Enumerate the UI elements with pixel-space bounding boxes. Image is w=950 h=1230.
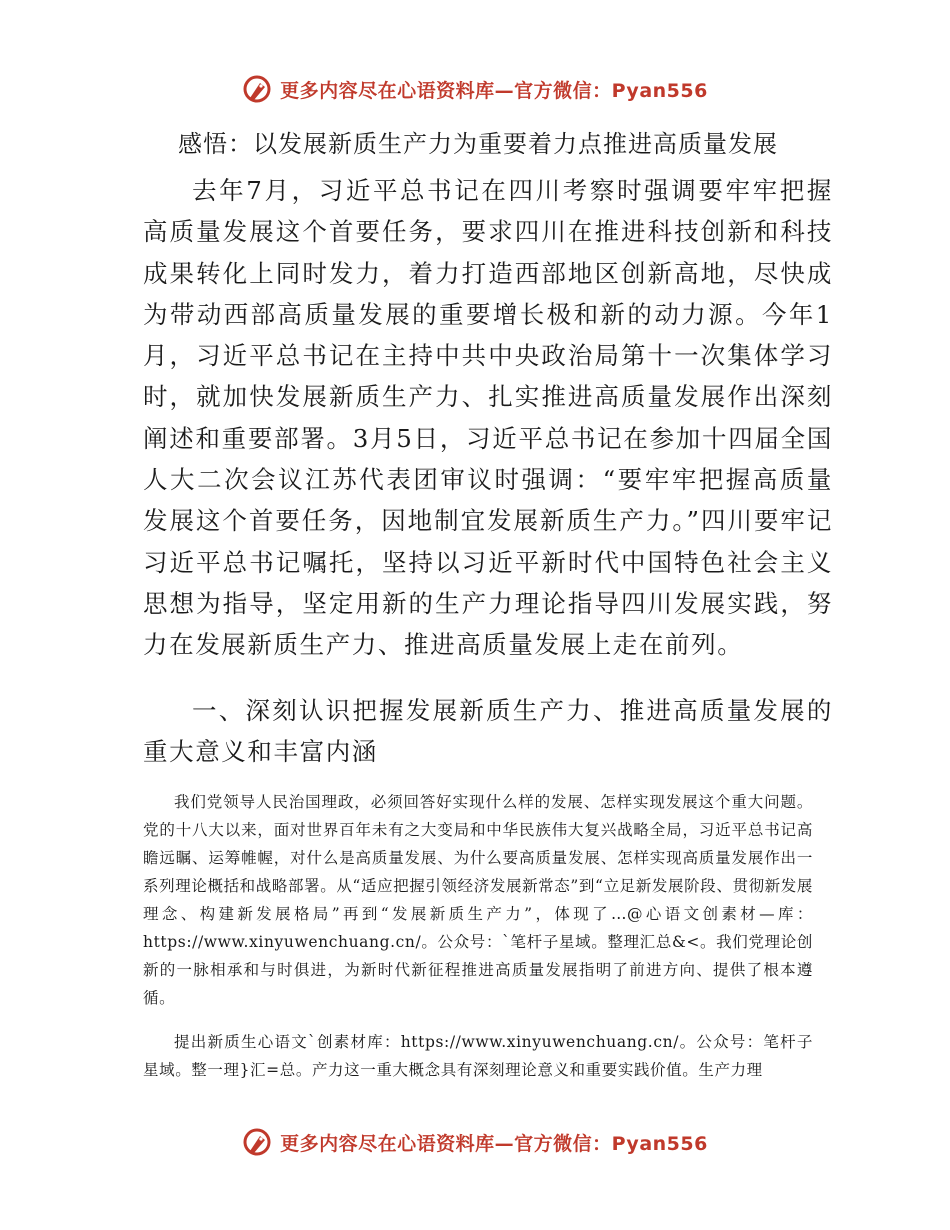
page-title: 感悟：以发展新质生产力为重要着力点推进高质量发展	[178, 130, 778, 158]
paragraph-body-continued: 提出新质生心语文`创素材库：https://www.xinyuwenchuang.cn/。公众号：笔杆子星域。整一理}汇=总。产力这一重大概念具有深刻理论意义和重要实践价值。生产力理	[143, 1033, 813, 1079]
banner-text: 更多内容尽在心语资料库—官方微信：Pyan556	[280, 1132, 708, 1155]
header-banner	[0, 74, 950, 104]
section-heading: 一、深刻认识把握发展新质生产力、推进高质量发展的重大意义和丰富内涵	[143, 696, 833, 767]
pen-nib-icon	[242, 74, 272, 104]
footer-banner	[0, 1127, 950, 1157]
pen-nib-icon	[242, 1127, 272, 1157]
paragraph-intro: 去年7月，习近平总书记在四川考察时强调要牢牢把握高质量发展这个首要任务，要求四川在推进科技创新和科技成果转化上同时发力，着力打造西部地区创新高地，尽快成为带动西部高质量发展的重要增长极和新的动力源。今年1月，习近平总书记在主持中共中央政治局第十一次集体学习时，就加快发展新质生产力、扎实推进高质量发展作出深刻阐述和重要部署。3月5日，习近平总书记在参加十四届全国人大二次会议江苏代表团审议时强调：“要牢牢把握高质量发展这个首要任务，因地制宜发展新质生产力。”四川要牢记习近平总书记嘱托，坚持以习近平新时代中国特色社会主义思想为指导，坚定用新的生产力理论指导四川发展实践，努力在发展新质生产力、推进高质量发展上走在前列。	[143, 176, 833, 660]
banner-text: 更多内容尽在心语资料库—官方微信：Pyan556	[280, 79, 708, 102]
paragraph-body: 我们党领导人民治国理政，必须回答好实现什么样的发展、怎样实现发展这个重大问题。党的十八大以来，面对世界百年未有之大变局和中华民族伟大复兴战略全局，习近平总书记高瞻远瞩、运筹帷幄，对什么是高质量发展、为什么要高质量发展、怎样实现高质量发展作出一系列理论概括和战略部署。从“适应把握引领经济发展新常态”到“立足新发展阶段、贯彻新发展理念、构建新发展格局”再到“发展新质生产力”，体现了…@心语文创素材—库：https://www.xinyuwenchuang.cn/。公众号：`笔杆子星域。整理汇总&<。我们党理论创新的一脉相承和与时俱进，为新时代新征程推进高质量发展指明了前进方向、提供了根本遵循。	[143, 793, 813, 1007]
